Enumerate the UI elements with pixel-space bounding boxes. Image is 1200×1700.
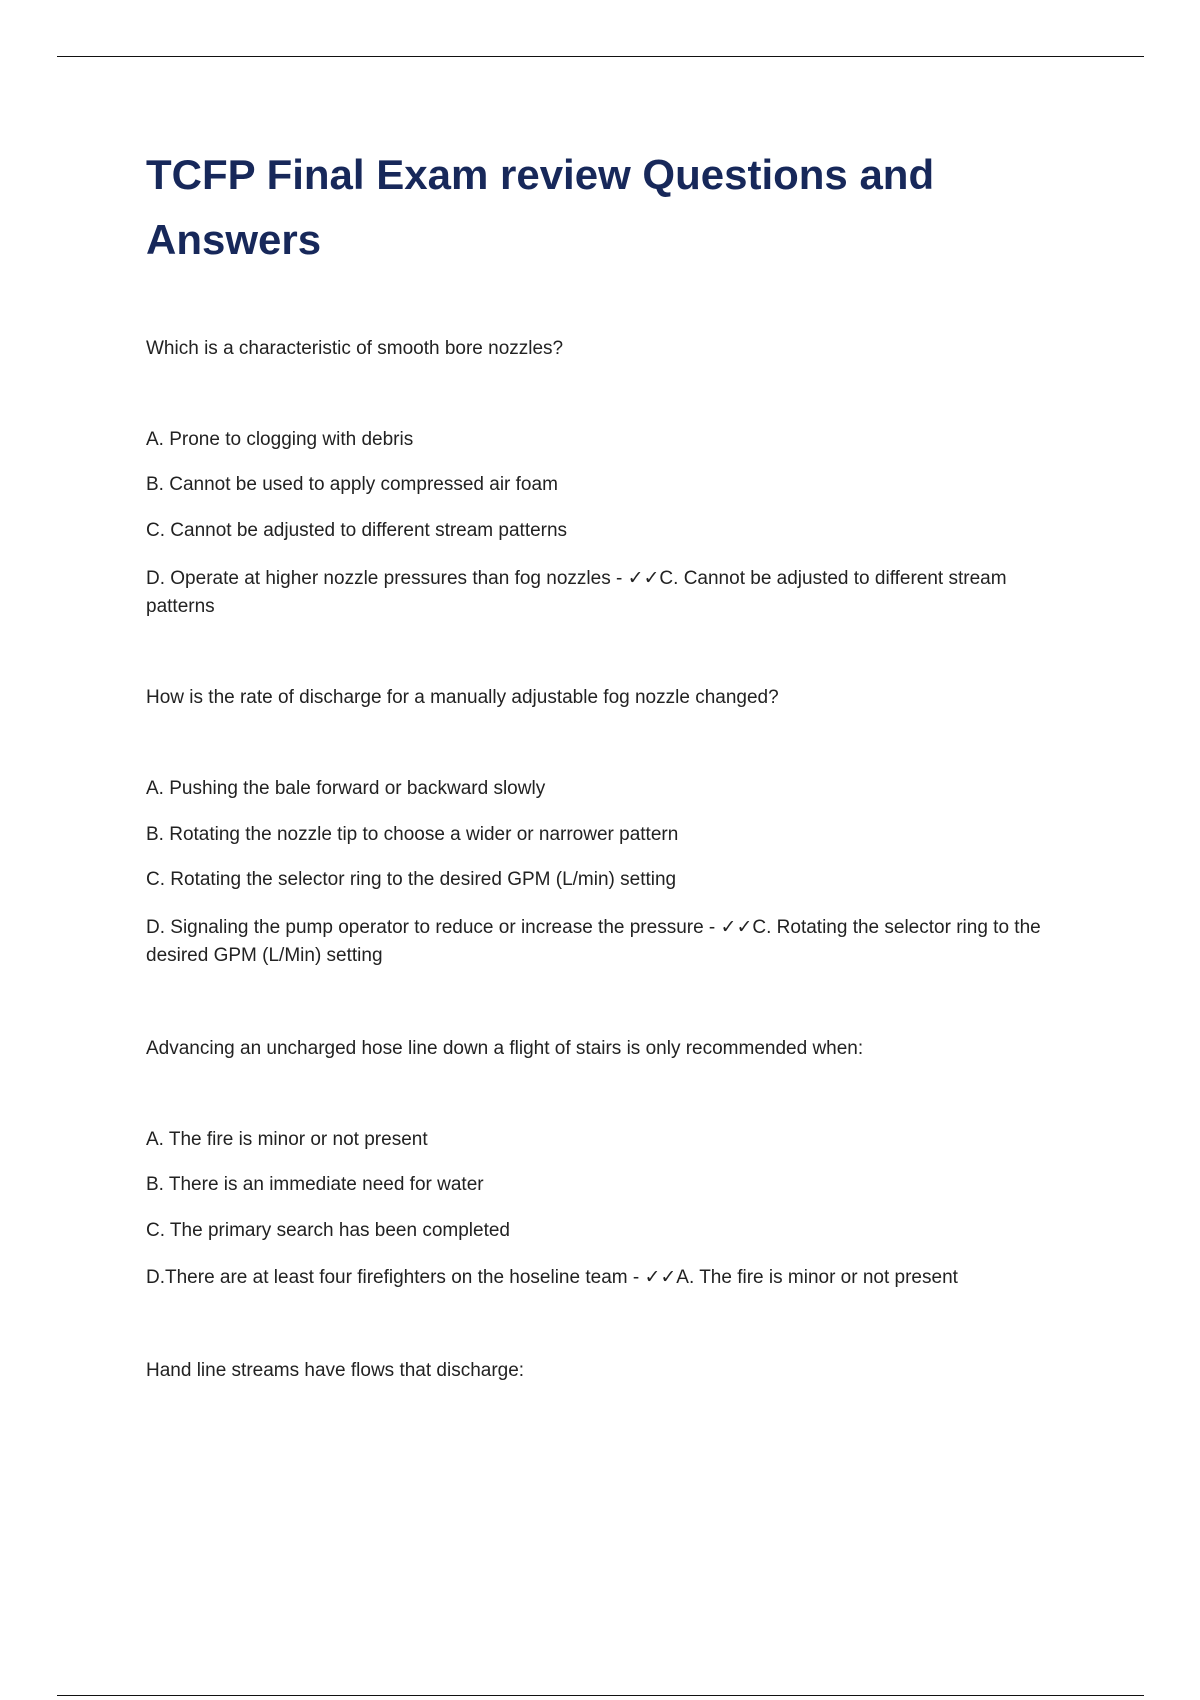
- question-3-text: Advancing an uncharged hose line down a flight of stairs is only recommended when:: [146, 1038, 864, 1059]
- question-3-option-b: B. There is an immediate need for water: [146, 1174, 484, 1195]
- question-1-text: Which is a characteristic of smooth bore nozzles?: [146, 338, 564, 359]
- footer-rule: [57, 1695, 1144, 1696]
- question-2-option-a: A. Pushing the bale forward or backward slowly: [146, 778, 546, 799]
- question-4-text: Hand line streams have flows that discharge:: [146, 1360, 525, 1381]
- header-rule: [57, 56, 1144, 57]
- question-3-option-a: A. The fire is minor or not present: [146, 1129, 428, 1150]
- question-1-option-b: B. Cannot be used to apply compressed air foam: [146, 474, 558, 495]
- document-title: TCFP Final Exam review Questions and Answers: [146, 151, 935, 263]
- question-2-text: How is the rate of discharge for a manually adjustable fog nozzle changed?: [146, 687, 779, 708]
- question-1-option-a: A. Prone to clogging with debris: [146, 429, 414, 450]
- question-2-option-c: C. Rotating the selector ring to the desired GPM (L/min) setting: [146, 869, 677, 890]
- question-3-option-c: C. The primary search has been completed: [146, 1220, 510, 1241]
- question-1-option-c: C. Cannot be adjusted to different stream patterns: [146, 520, 568, 541]
- question-3-option-d-with-answer: D.There are at least four firefighters on the hoseline team - ✓✓A. The fire is minor or not present: [146, 1267, 958, 1288]
- question-2-option-d-with-answer: D. Signaling the pump operator to reduce or increase the pressure - ✓✓C. Rotating the selector ring to the desired GPM (L/Min) setting: [146, 917, 1041, 966]
- question-1-option-d-with-answer: D. Operate at higher nozzle pressures than fog nozzles - ✓✓C. Cannot be adjusted to different stream patterns: [146, 568, 1007, 617]
- question-2-option-b: B. Rotating the nozzle tip to choose a wider or narrower pattern: [146, 824, 679, 845]
